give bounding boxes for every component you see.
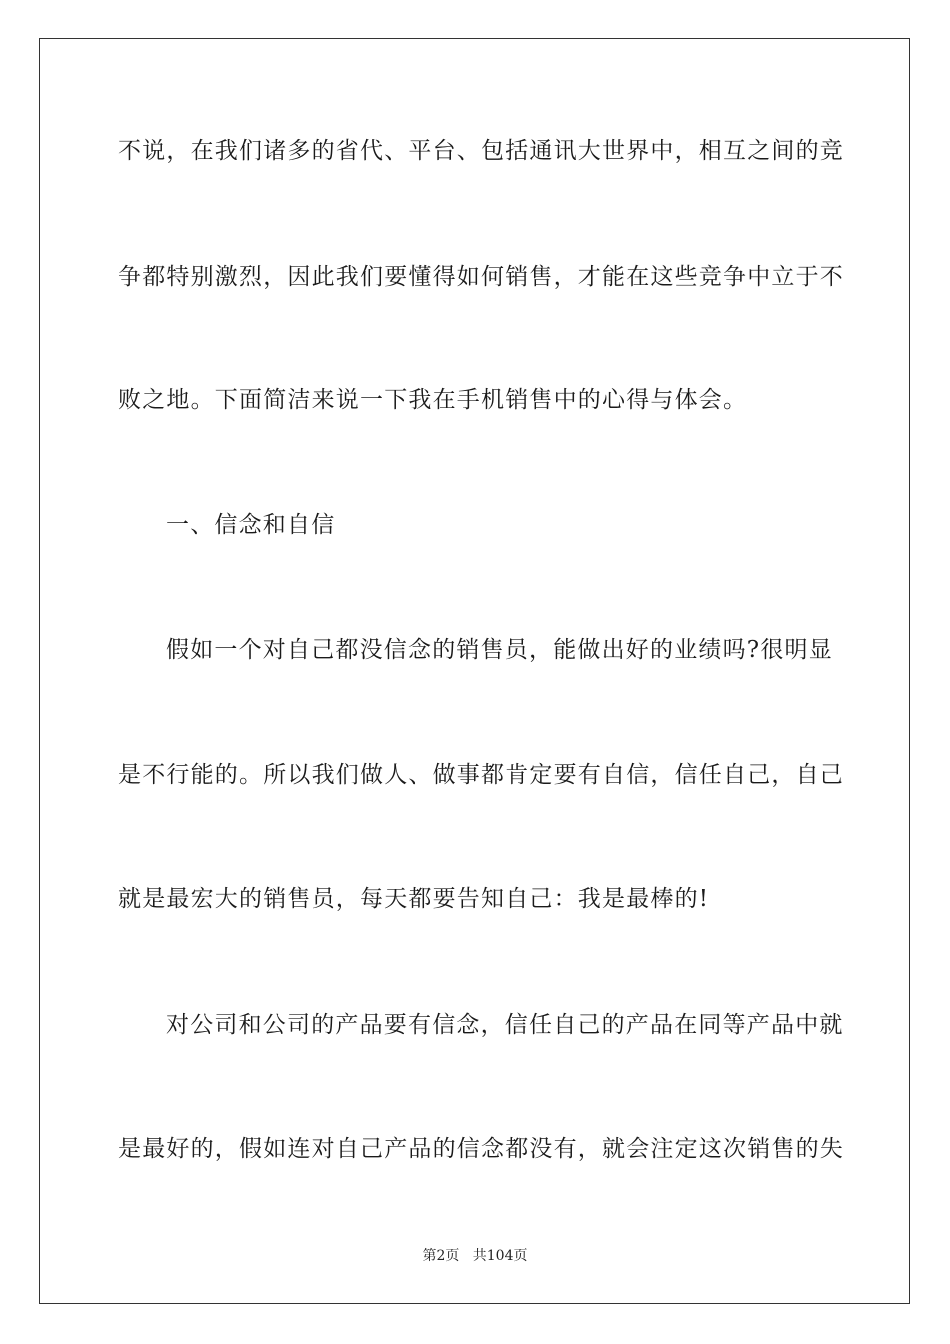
page-border: [39, 38, 910, 1304]
body-text-line-2: 争都特别激烈，因此我们要懂得如何销售，才能在这些竞争中立于不: [118, 264, 844, 290]
page-number-footer: 第2页 共104页: [422, 1248, 528, 1264]
body-text-line-6: 是不行能的。所以我们做人、做事都肯定要有自信，信任自己，自己: [118, 762, 844, 788]
section-heading: 一、信念和自信: [166, 512, 336, 538]
body-text-line-5: 假如一个对自己都没信念的销售员，能做出好的业绩吗?很明显: [166, 637, 833, 663]
body-text-line-3: 败之地。下面简洁来说一下我在手机销售中的心得与体会。: [118, 387, 748, 413]
body-text-line-9: 是最好的，假如连对自己产品的信念都没有，就会注定这次销售的失: [118, 1136, 844, 1162]
body-text-line-1: 不说，在我们诸多的省代、平台、包括通讯大世界中，相互之间的竞: [118, 138, 844, 164]
body-text-line-7: 就是最宏大的销售员，每天都要告知自己：我是最棒的!: [118, 886, 710, 912]
body-text-line-8: 对公司和公司的产品要有信念，信任自己的产品在同等产品中就: [166, 1012, 844, 1038]
